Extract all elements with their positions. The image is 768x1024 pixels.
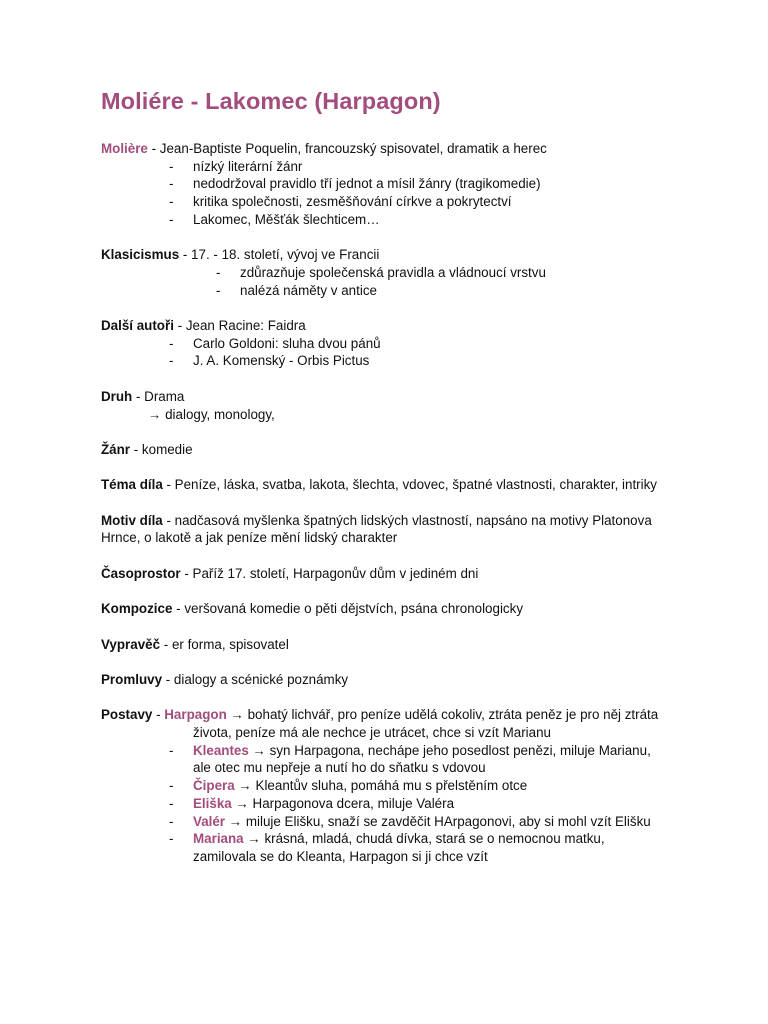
autori-label: Další autoři (101, 318, 174, 333)
section-postavy (101, 706, 661, 865)
section-autori: Další autoři - Jean Racine: Faidra - Carlo Goldoni: sluha dvou pánů - J. A. Komenský - Orbis Pictus (101, 317, 661, 370)
character-name: Harpagon (164, 707, 227, 723)
list-item: - nízký literární žánr (169, 158, 303, 174)
character-kleantes: - Kleantes → syn Harpagona, nechápe jeho posedlost penězi, miluje Marianu, ale otec mu nepřeje a nutí ho do sňatku s vdovou (169, 742, 651, 776)
document-page (101, 84, 661, 866)
section-tema: Téma díla - Peníze, láska, svatba, lakota, šlechta, vdovec, špatné vlastnosti, charakter, intriky (101, 477, 657, 493)
section-kompozice: Kompozice - veršovaná komedie o pěti dějstvích, psána chronologicky (101, 601, 524, 617)
section-moliere (101, 140, 661, 229)
character-eliska: - Eliška → Harpagonova dcera, miluje Valéra (169, 795, 455, 811)
klasicismus-label: Klasicismus (101, 247, 180, 263)
list-item: - nalézá náměty v antice (216, 282, 377, 298)
tema-label: Téma díla (101, 477, 163, 493)
druh-label: Druh (101, 388, 133, 404)
section-zanr: Žánr - komedie (101, 441, 193, 457)
list-item: - Carlo Goldoni: sluha dvou pánů (169, 335, 381, 351)
moliere-text: - Jean-Baptiste Poquelin, francouzský spisovatel, dramatik a herec (147, 141, 547, 156)
character-mariana: - Mariana → krásná, mladá, chudá dívka, stará se o nemocnou matku, zamilovala se do Kleanta, Harpagon si ji chce vzít (169, 831, 605, 864)
list-item: - Lakomec, Měšťák šlechticem… (169, 211, 380, 227)
motiv-label: Motiv díla (101, 512, 163, 528)
vypravec-label: Vypravěč (101, 636, 161, 652)
druh-sub: → dialogy, monology, (148, 406, 275, 422)
character-cipera: - Čipera → Kleantův sluha, pomáhá mu s přelstěním otce (169, 778, 528, 794)
character-name: Eliška (193, 795, 232, 811)
section-promluvy: Promluvy - dialogy a scénické poznámky (101, 671, 349, 687)
character-name: Valér (193, 813, 226, 829)
character-name: Mariana (193, 831, 244, 847)
list-item: - zdůrazňuje společenská pravidla a vládnoucí vrstvu (216, 264, 546, 280)
list-item: - nedodržoval pravidlo tří jednot a mísil žánry (tragikomedie) (169, 176, 541, 192)
section-motiv: Motiv díla - nadčasová myšlenka špatných lidských vlastností, napsáno na motivy Platonova Hrnce, o lakotě a jak peníze mění lidský charakter (101, 512, 652, 546)
promluvy-label: Promluvy (101, 671, 163, 687)
moliere-label: Molière (101, 141, 148, 156)
section-druh: Druh - Drama → dialogy, monology, (101, 388, 661, 423)
zanr-label: Žánr (101, 441, 131, 457)
character-name: Čipera (193, 778, 235, 794)
casoprostor-label: Časoprostor (101, 565, 181, 581)
postavy-label: Postavy (101, 707, 153, 723)
character-name: Kleantes (193, 742, 249, 758)
list-item: - J. A. Komenský - Orbis Pictus (169, 353, 370, 369)
section-casoprostor: Časoprostor - Paříž 17. století, Harpagonův dům v jediném dni (101, 565, 479, 581)
character-valer: - Valér → miluje Elišku, snaží se zavděčit HArpagonovi, aby si mohl vzít Elišku (169, 813, 651, 829)
section-klasicismus: Klasicismus - 17. - 18. století, vývoj ve Francii - zdůrazňuje společenská pravidla a vládnoucí vrstvu - nalézá náměty v antice (101, 246, 661, 299)
character-harpagon: Postavy - Harpagon → bohatý lichvář, pro peníze udělá cokoliv, ztráta peněz je pro něj ztráta života, peníze má ale nechce je utrácet, chce si vzít Marianu (101, 707, 659, 741)
kompozice-label: Kompozice (101, 601, 173, 617)
document-title: Moliére - Lakomec (Harpagon) (101, 88, 441, 114)
list-item: - kritika společnosti, zesměšňování církve a pokrytectví (169, 194, 512, 210)
section-vypravec: Vypravěč - er forma, spisovatel (101, 636, 289, 652)
